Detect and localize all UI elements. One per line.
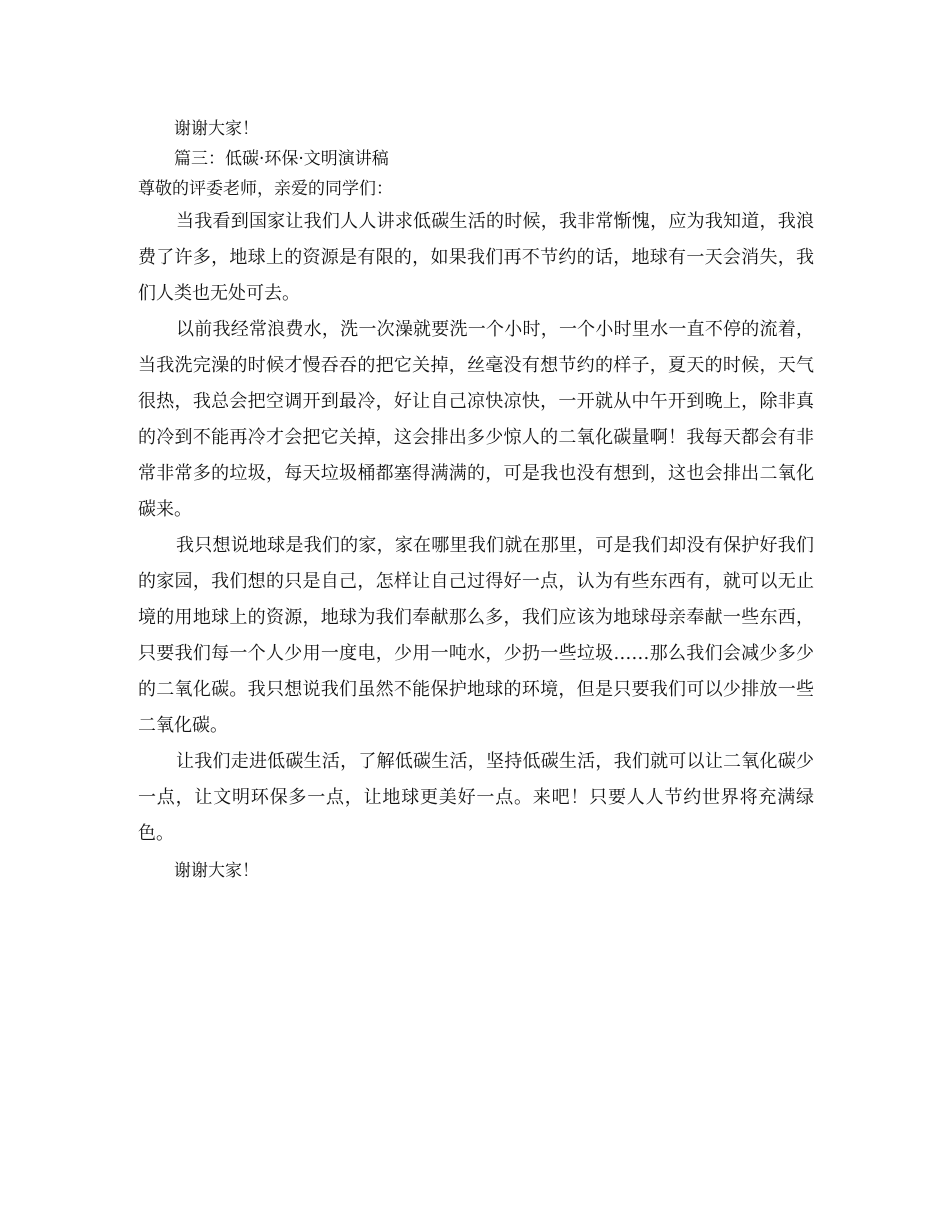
section-title: 篇三：低碳·环保·文明演讲稿 (174, 149, 389, 169)
paragraph-2: 以前我经常浪费水，洗一次澡就要洗一个小时，一个小时里水一直不停的流着，当我洗完澡的时候才慢吞吞的把它关掉，丝毫没有想节约的样子，夏天的时候，天气很热，我总会把空调开到最冷，好让自己凉快凉快，一开就从中午开到晚上，除非真的冷到不能再冷才会把它关掉，这会排出多少惊人的二氧化碳量啊！我每天都会有非常非常多的垃圾，每天垃圾桶都塞得满满的，可是我也没有想到，这也会排出二氧化碳来。 (138, 319, 814, 520)
paragraph-1: 当我看到国家让我们人人讲求低碳生活的时候，我非常惭愧，应为我知道，我浪费了许多，地球上的资源是有限的，如果我们再不节约的话，地球有一天会消失，我们人类也无处可去。 (138, 211, 814, 304)
closing-thanks-bottom: 谢谢大家！ (174, 861, 259, 881)
paragraph-4: 让我们走进低碳生活，了解低碳生活，坚持低碳生活，我们就可以让二氧化碳少一点，让文明环保多一点，让地球更美好一点。来吧！只要人人节约世界将充满绿色。 (138, 751, 814, 844)
paragraph-3: 我只想说地球是我们的家，家在哪里我们就在那里，可是我们却没有保护好我们的家园，我们想的只是自己，怎样让自己过得好一点，认为有些东西有，就可以无止境的用地球上的资源，地球为我们奉献那么多，我们应该为地球母亲奉献一些东西，只要我们每一个人少用一度电，少用一吨水，少扔一些垃圾……那么我们会减少多少的二氧化碳。我只想说我们虽然不能保护地球的环境，但是只要我们可以少排放一些二氧化碳。 (138, 535, 814, 736)
document-body (138, 114, 814, 886)
salutation: 尊敬的评委老师，亲爱的同学们： (138, 179, 393, 199)
closing-thanks-top: 谢谢大家！ (174, 119, 259, 139)
